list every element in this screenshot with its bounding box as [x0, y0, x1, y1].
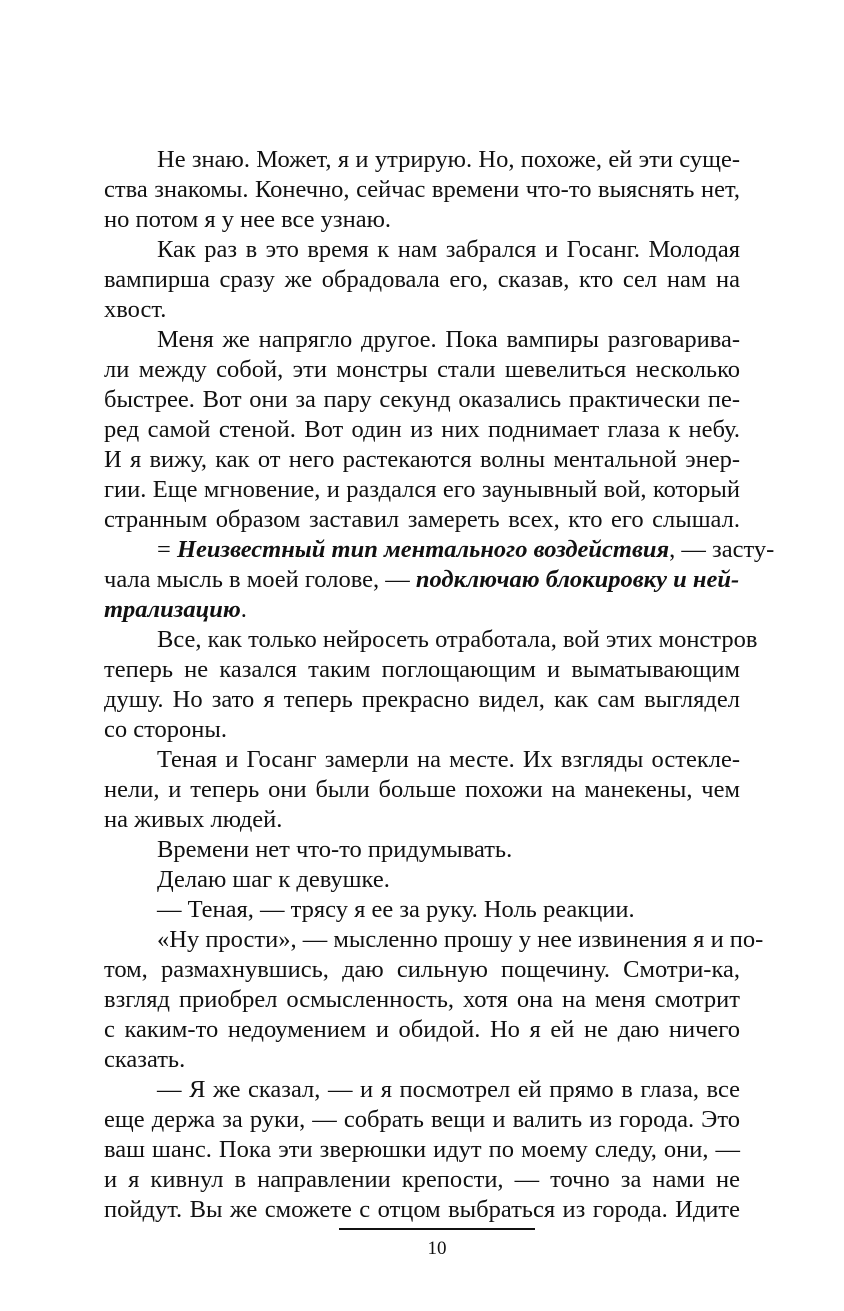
text-line	[104, 566, 740, 594]
text-line: со стороны.	[104, 716, 227, 743]
italic-text-run: трализацию	[104, 596, 241, 623]
text-line: И я вижу, как от него растекаются волны ментальной энер-	[104, 446, 740, 473]
text-line: пойдут. Вы же сможете с отцом выбраться из города. Идите	[104, 1196, 740, 1223]
text-line: — Я же сказал, — и я посмотрел ей прямо в глаза, все	[157, 1076, 740, 1103]
text-line	[157, 536, 775, 564]
text-line: на живых людей.	[104, 806, 283, 833]
text-line: Не знаю. Может, я и утрирую. Но, похоже, ей эти суще-	[157, 146, 740, 173]
text-run: , — засту-	[669, 536, 775, 563]
text-run: =	[157, 536, 177, 563]
text-line: теперь не казался таким поглощающим и выматывающим	[104, 656, 740, 683]
footer-rule	[339, 1228, 535, 1230]
text-line: взгляд приобрел осмысленность, хотя она на меня смотрит	[104, 986, 740, 1013]
text-line: Делаю шаг к девушке.	[157, 866, 390, 893]
text-line: странным образом заставил замереть всех, кто его слышал.	[104, 506, 740, 533]
text-line: ства знакомы. Конечно, сейчас времени что-то выяснять нет,	[104, 176, 740, 203]
text-line: нели, и теперь они были больше похожи на манекены, чем	[104, 776, 740, 803]
page-number: 10	[427, 1238, 447, 1259]
text-line: с каким-то недоумением и обидой. Но я ей не даю ничего	[104, 1016, 740, 1043]
text-line: душу. Но зато я теперь прекрасно видел, как сам выглядел	[104, 686, 740, 713]
text-line: ли между собой, эти монстры стали шевелиться несколько	[104, 356, 740, 383]
text-run: чала мысль в моей голове, —	[104, 566, 416, 593]
text-line: Как раз в это время к нам забрался и Госанг. Молодая	[157, 236, 740, 263]
text-line: и я кивнул в направлении крепости, — точно за нами не	[104, 1166, 740, 1193]
text-line: быстрее. Вот они за пару секунд оказались практически пе-	[104, 386, 740, 413]
text-line: том, размахнувшись, даю сильную пощечину. Смотри-ка,	[104, 956, 740, 983]
italic-text-run: подключаю блокировку и ней-	[415, 566, 740, 593]
text-line: хвост.	[104, 296, 167, 323]
text-line: гии. Еще мгновение, и раздался его заунывный вой, который	[104, 476, 740, 503]
text-line: ваш шанс. Пока эти зверюшки идут по моему следу, они, —	[104, 1136, 740, 1163]
text-line: Все, как только нейросеть отработала, вой этих монстров	[157, 626, 758, 653]
text-line: ред самой стеной. Вот один из них поднимает глаза к небу.	[104, 416, 740, 443]
text-line: но потом я у нее все узнаю.	[104, 206, 392, 233]
text-line: сказать.	[104, 1046, 186, 1073]
text-line: Времени нет что-то придумывать.	[157, 836, 513, 863]
text-run: .	[240, 596, 247, 623]
text-line: «Ну прости», — мысленно прошу у нее извинения я и по-	[157, 926, 764, 953]
text-line: — Теная, — трясу я ее за руку. Ноль реакции.	[157, 896, 635, 923]
italic-text-run: Неизвестный тип ментального воздействия	[176, 536, 670, 563]
text-line: еще держа за руки, — собрать вещи и валить из города. Это	[104, 1106, 740, 1133]
text-line: вампирша сразу же обрадовала его, сказав, кто сел нам на	[104, 266, 740, 293]
text-line: Теная и Госанг замерли на месте. Их взгляды остекле-	[157, 746, 740, 773]
text-line: Меня же напрягло другое. Пока вампиры разговарива-	[157, 326, 740, 353]
text-line	[104, 596, 740, 624]
